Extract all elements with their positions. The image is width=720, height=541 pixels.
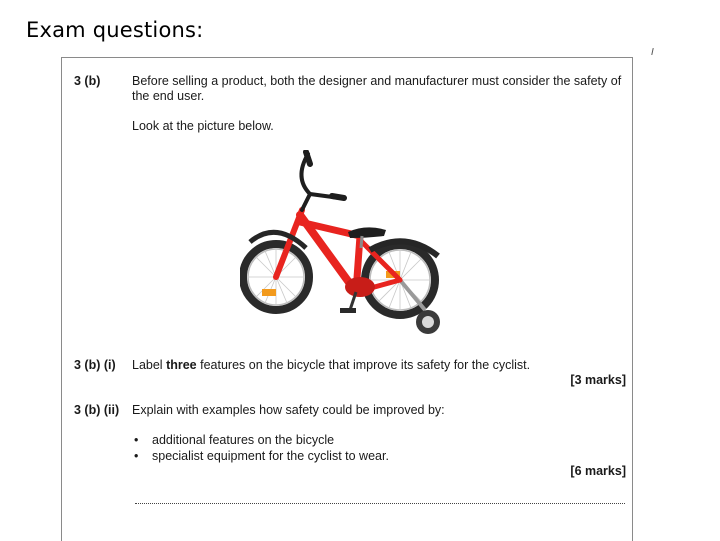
chain-guard	[345, 277, 375, 297]
seat	[348, 227, 386, 238]
question-instruction-3b: Look at the picture below.	[132, 119, 274, 133]
question-text-3bi	[132, 358, 622, 373]
marks-3bi: [3 marks]	[570, 373, 626, 387]
exam-paper	[61, 57, 633, 541]
answer-line[interactable]	[135, 503, 625, 504]
text-emphasis: three	[166, 358, 197, 372]
text-part: Label	[132, 358, 167, 372]
pedal	[340, 308, 356, 313]
bullet-item: • additional features on the bicycle	[132, 433, 389, 449]
marks-3bii: [6 marks]	[570, 464, 626, 478]
question-text-3b: Before selling a product, both the designer and manufacturer must consider the safety of the end user.	[132, 74, 622, 103]
question-number-3bi: 3 (b) (i)	[74, 358, 116, 372]
handlebar	[301, 152, 344, 210]
bicycle-image	[240, 150, 446, 340]
text-part: features on the bicycle that improve its safety for the cyclist.	[196, 358, 531, 372]
question-text-3bii: Explain with examples how safety could be improved by:	[132, 403, 445, 417]
question-number-3bii: 3 (b) (ii)	[74, 403, 120, 417]
stray-mark	[651, 48, 653, 55]
bullet-list	[132, 433, 389, 464]
question-number-3b: 3 (b)	[74, 74, 101, 88]
slide-title: Exam questions:	[26, 18, 204, 42]
bullet-item: • specialist equipment for the cyclist to wear.	[132, 449, 389, 465]
